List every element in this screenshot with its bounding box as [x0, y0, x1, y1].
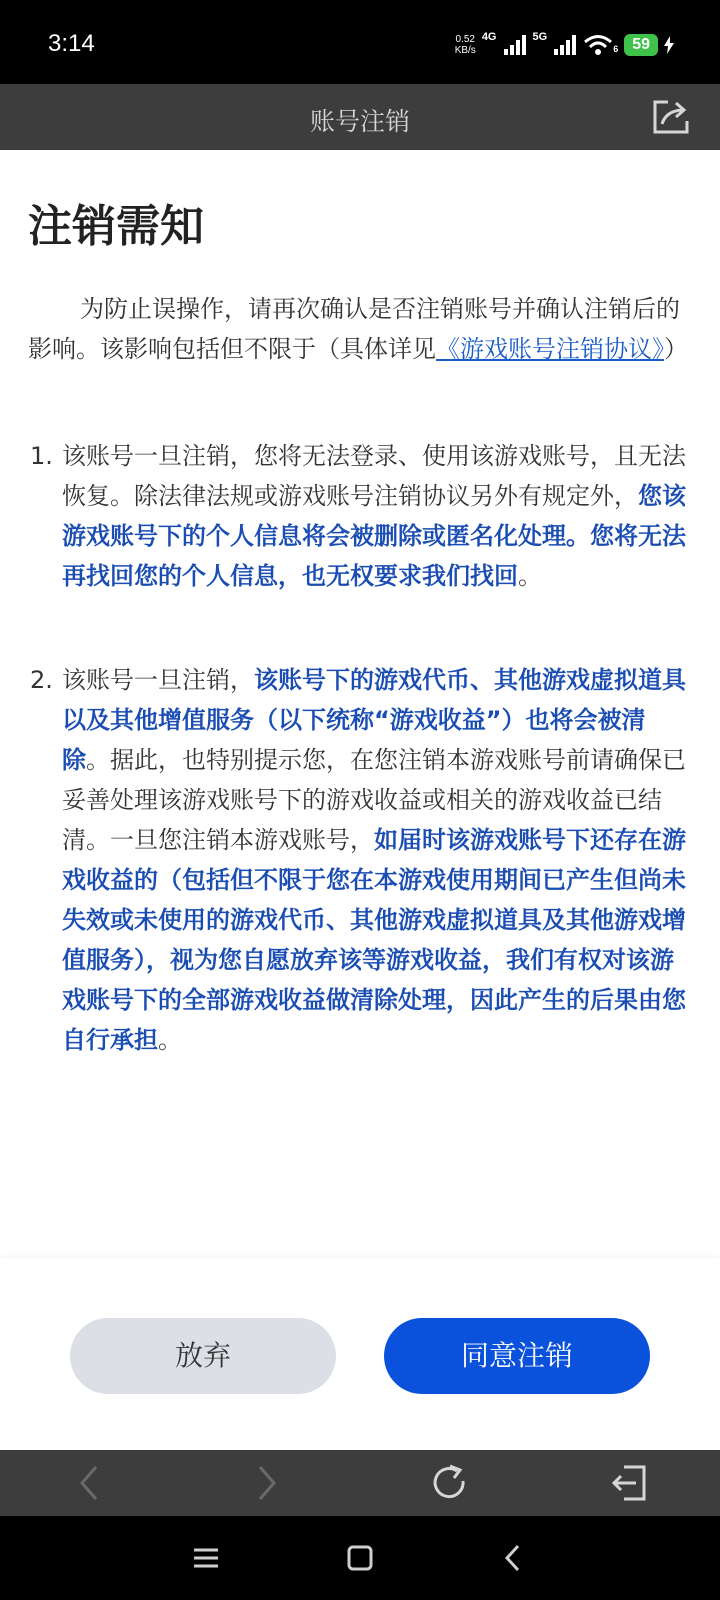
action-footer	[0, 1258, 720, 1450]
network-speed: 0.52 KB/s	[454, 34, 476, 56]
signal-icon	[553, 34, 577, 56]
highlighted-text: 如届时该游戏账号下还存在游戏收益的（包括但不限于您在本游戏使用期间已产生但尚未失效或未使用的游戏代币、其他游戏虚拟道具及其他游戏增值服务），视为您自愿放弃该等游戏收益，我们有权对该游戏账号下的全部游戏收益做清除处理，因此产生的后果由您自行承担	[62, 826, 686, 1054]
wifi-level: 6	[613, 44, 619, 54]
refresh-icon[interactable]	[430, 1463, 470, 1503]
item-body: 该账号一旦注销，您将无法登录、使用该游戏账号，且无法恢复。除法律法规或游戏账号注销协议另外有规定外，您该游戏账号下的个人信息将会被删除或匿名化处理。您将无法再找回您的个人信息，也无权要求我们找回。	[62, 442, 686, 590]
intro-paragraph: 为防止误操作，请再次确认是否注销账号并确认注销后的影响。该影响包括但不限于（具体详见《游戏账号注销协议》）	[28, 295, 688, 363]
item-number: 2.	[30, 666, 53, 694]
notice-content	[0, 150, 720, 1258]
signal-icon	[503, 34, 527, 56]
system-nav-bar	[0, 1516, 720, 1600]
highlighted-text: 您该游戏账号下的个人信息将会被删除或匿名化处理。您将无法再找回您的个人信息，也无权要求我们找回	[62, 482, 686, 590]
notice-item	[28, 436, 688, 596]
status-bar	[0, 0, 720, 84]
status-time: 3:14	[48, 30, 95, 57]
item-number: 1.	[30, 442, 53, 470]
network-type-5g: 5G	[532, 31, 548, 43]
notice-heading: 注销需知	[28, 201, 204, 252]
page-title: 账号注销	[309, 107, 410, 136]
exit-icon[interactable]	[610, 1463, 650, 1503]
back-icon[interactable]	[70, 1463, 110, 1503]
menu-icon[interactable]	[186, 1538, 226, 1578]
item-body: 该账号一旦注销，该账号下的游戏代币、其他游戏虚拟道具以及其他增值服务（以下统称“游戏收益”）也将会被清除。据此，也特别提示您，在您注销本游戏账号前请确保已妥善处理该游戏账号下的游戏收益或相关的游戏收益已结清。一旦您注销本游戏账号，如届时该游戏账号下还存在游戏收益的（包括但不限于您在本游戏使用期间已产生但尚未失效或未使用的游戏代币、其他游戏虚拟道具及其他游戏增值服务），视为您自愿放弃该等游戏收益，我们有权对该游戏账号下的全部游戏收益做清除处理，因此产生的后果由您自行承担。	[62, 666, 686, 1054]
cancel-button[interactable]: 放弃	[70, 1318, 336, 1394]
title-bar	[0, 84, 720, 150]
share-icon[interactable]	[652, 99, 690, 135]
agreement-link[interactable]: 《游戏账号注销协议》	[436, 335, 664, 363]
back-icon[interactable]	[494, 1538, 534, 1578]
battery-indicator: 59	[624, 34, 658, 56]
browser-toolbar	[0, 1450, 720, 1516]
status-indicators	[455, 30, 674, 60]
confirm-deregister-button[interactable]: 同意注销	[384, 1318, 650, 1394]
wifi-icon	[583, 34, 613, 56]
network-type-4g: 4G	[481, 31, 497, 43]
forward-icon[interactable]	[246, 1463, 286, 1503]
charging-icon	[664, 36, 674, 54]
home-icon[interactable]	[340, 1538, 380, 1578]
highlighted-text: 该账号下的游戏代币、其他游戏虚拟道具以及其他增值服务（以下统称“游戏收益”）也将会被清除	[62, 666, 686, 774]
notice-item	[28, 660, 688, 1060]
